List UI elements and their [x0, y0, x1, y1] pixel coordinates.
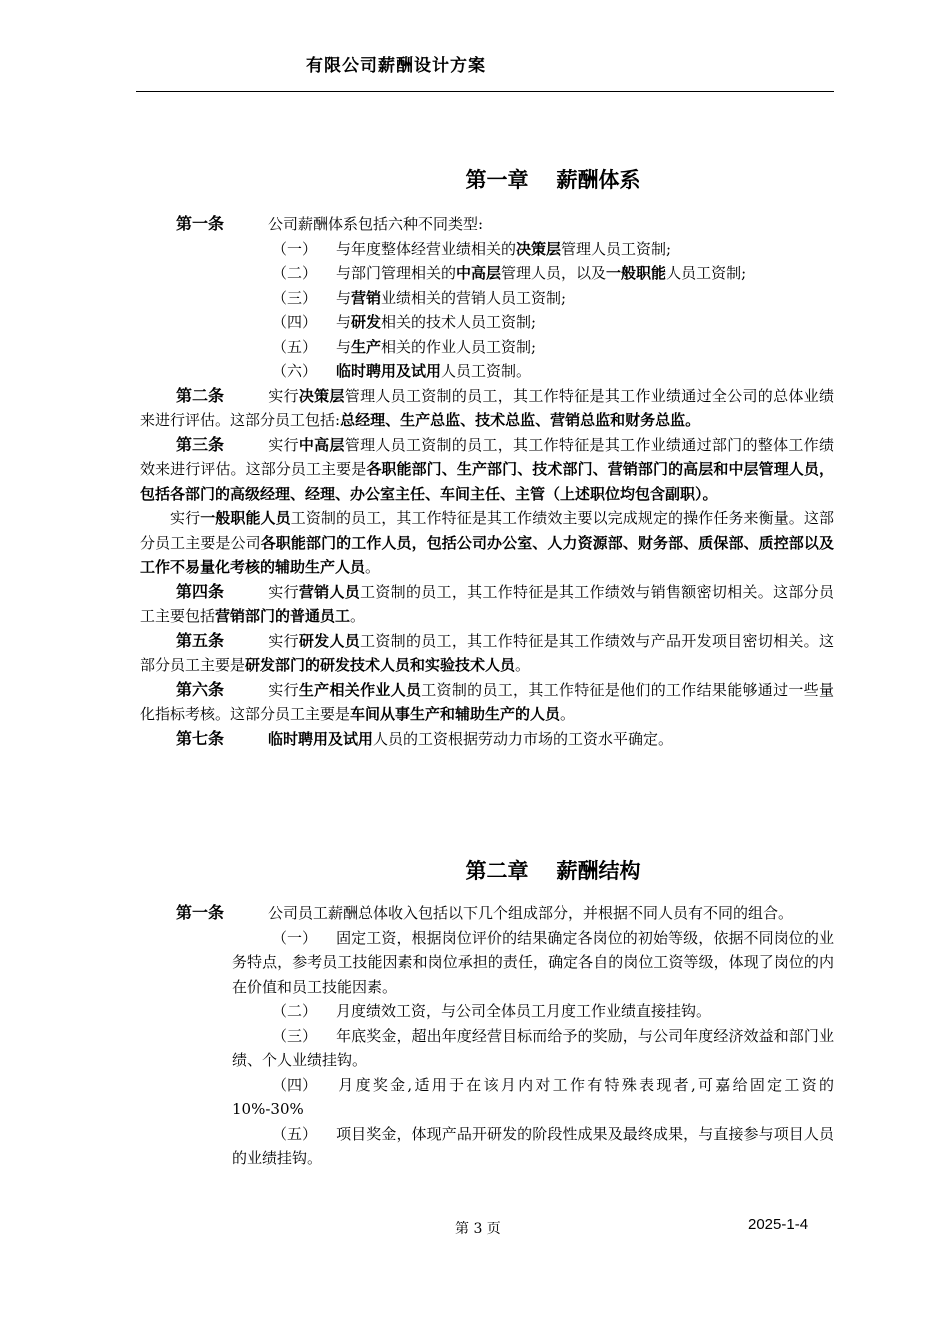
article-text: 人员的工资根据劳动力市场的工资水平确定。: [373, 729, 674, 748]
article-label: 第三条: [176, 434, 225, 454]
c1-item-3: [140, 286, 834, 311]
c1-article-5: [140, 629, 834, 678]
article-label: 第二条: [176, 385, 225, 405]
item-text: 人员工资制;: [666, 264, 747, 282]
article-text: 实行: [268, 680, 299, 699]
article-emphasis: 研发部门的研发技术人员和实验技术人员: [245, 656, 516, 674]
article-emphasis: 临时聘用及试用: [268, 729, 374, 748]
article-text: 管理人员工资制的员工，其工作特征是其工作业绩通过部门的整体工作绩效来进行评估。这部分员工主要是: [140, 435, 834, 478]
document-header-title: 有限公司薪酬设计方案: [306, 56, 486, 76]
article-text: 工资制的员工，其工作特征是其工作绩效与销售额密切相关。这部分员工主要包括: [140, 582, 834, 625]
c1-article-6: [140, 678, 834, 727]
chapter-2-number: 第二章: [465, 859, 529, 883]
item-emphasis: 一般职能: [606, 264, 667, 282]
c1-article-1: [140, 212, 834, 237]
article-text: 实行: [268, 582, 299, 601]
article-emphasis: 营销部门的普通员工: [215, 607, 351, 625]
c2-item-2: [140, 999, 834, 1024]
article-label: 第六条: [176, 679, 225, 699]
chapter-1-body: [140, 212, 834, 751]
paragraph-text: 工资制的员工，其工作特征是其工作绩效主要以完成规定的操作任务来衡量。这部分员工主要是公司: [140, 509, 834, 552]
item-text: 固定工资，根据岗位评价的结果确定各岗位的初始等级，依据不同岗位的业务特点，参考员工技能因素和岗位承担的责任，确定各自的岗位工资等级，体现了岗位的内在价值和员工技能因素。: [232, 928, 834, 996]
item-number: （三）: [272, 288, 318, 307]
item-number: （一）: [272, 239, 318, 258]
c2-article-1: [140, 901, 834, 926]
article-label: 第七条: [176, 728, 225, 748]
c1-item-6: [140, 359, 834, 384]
c1-article-2: [140, 384, 834, 433]
article-emphasis: 中高层: [298, 435, 345, 454]
chapter-2-body: [140, 901, 834, 1171]
article-text: 工资制的员工，其工作特征是他们的工作结果能够通过一些量化指标考核。这部分员工主要是: [140, 680, 834, 723]
item-text: 相关的技术人员工资制;: [381, 313, 537, 331]
item-text: 管理人员，以及: [501, 264, 607, 282]
article-emphasis: 研发人员: [298, 631, 361, 650]
c1-item-1: [140, 237, 834, 262]
c1-article-4: [140, 580, 834, 629]
item-emphasis: 中高层: [456, 264, 502, 282]
item-text: 与: [336, 288, 352, 307]
item-text: 与年度整体经营业绩相关的: [336, 239, 517, 258]
item-number: （四）: [272, 313, 318, 331]
c1-general-staff-paragraph: [140, 506, 834, 580]
article-emphasis: 各职能部门、生产部门、技术部门、营销部门的高层和中层管理人员，包括各部门的高级经理、经理、办公室主任、车间主任、主管（上述职位均包含副职）。: [140, 460, 834, 503]
item-text: 项目奖金，体现产品开研发的阶段性成果及最终成果，与直接参与项目人员的业绩挂钩。: [232, 1124, 834, 1167]
chapter-1-heading: [0, 164, 950, 194]
item-emphasis: 生产: [351, 337, 382, 356]
chapter-1-number: 第一章: [465, 168, 529, 192]
item-number: （四）: [272, 1075, 318, 1094]
c1-item-4: [140, 310, 834, 335]
article-label: 第五条: [176, 630, 225, 650]
article-label: 第一条: [176, 214, 225, 233]
item-emphasis: 营销: [351, 288, 382, 307]
c1-article-7: [140, 727, 834, 752]
c2-item-4: [140, 1073, 834, 1122]
chapter-2-title: 薪酬结构: [556, 859, 641, 883]
article-text: 工资制的员工，其工作特征是其工作绩效与产品开发项目密切相关。这部分员工主要是: [140, 631, 834, 674]
c1-article-3: [140, 433, 834, 507]
article-text: 公司薪酬体系包括六种不同类型:: [268, 215, 484, 233]
item-text: 与: [336, 313, 352, 331]
item-text: 月度奖金,适用于在该月内对工作有特殊表现者,可嘉给固定工资的10%-30%: [232, 1075, 834, 1118]
item-text: 年底奖金，超出年度经营目标而给予的奖励，与公司年度经济效益和部门业绩、个人业绩挂钩。: [232, 1026, 834, 1069]
item-number: （五）: [272, 1124, 318, 1143]
item-number: （五）: [272, 337, 318, 356]
article-text: 实行: [268, 631, 299, 650]
c1-item-2: [140, 261, 834, 286]
c1-item-5: [140, 335, 834, 360]
paragraph-text: 。: [365, 558, 381, 576]
chapter-2-heading: [0, 855, 950, 885]
page-number: 第 3 页: [455, 1221, 501, 1237]
article-text: 实行: [268, 435, 299, 454]
article-text: 。: [515, 656, 531, 674]
c2-item-1: [140, 926, 834, 1000]
item-number: （二）: [272, 1002, 318, 1020]
item-number: （三）: [272, 1026, 318, 1045]
article-emphasis: 生产相关作业人员: [298, 680, 422, 699]
item-text: 月度绩效工资，与公司全体员工月度工作业绩直接挂钩。: [336, 1002, 712, 1020]
article-text: 。: [350, 607, 366, 625]
item-emphasis: 临时聘用及试用: [336, 362, 442, 380]
item-number: （二）: [272, 264, 318, 282]
article-text: 公司员工薪酬总体收入包括以下几个组成部分，并根据不同人员有不同的组合。: [268, 904, 794, 922]
c2-item-5: [140, 1122, 834, 1171]
paragraph-emphasis: 一般职能人员: [200, 509, 291, 527]
item-number: （六）: [272, 362, 318, 380]
article-emphasis: 车间从事生产和辅助生产的人员: [350, 705, 561, 723]
item-number: （一）: [272, 928, 318, 947]
article-text: 。: [560, 705, 576, 723]
chapter-1-title: 薪酬体系: [556, 168, 641, 192]
c2-item-3: [140, 1024, 834, 1073]
item-text: 与部门管理相关的: [336, 264, 457, 282]
article-label: 第四条: [176, 581, 225, 601]
item-text: 相关的作业人员工资制;: [381, 337, 537, 356]
item-text: 与: [336, 337, 352, 356]
article-emphasis: 决策层: [298, 386, 345, 405]
article-emphasis: 营销人员: [298, 582, 361, 601]
item-emphasis: 研发: [351, 313, 382, 331]
paragraph-emphasis: 各职能部门的工作人员，包括公司办公室、人力资源部、财务部、质保部、质控部以及工作不易量化考核的辅助生产人员: [140, 533, 834, 576]
footer-date: 2025-1-4: [748, 1216, 809, 1233]
article-label: 第一条: [176, 903, 225, 922]
article-text: 实行: [268, 386, 299, 405]
paragraph-text: 实行: [170, 509, 201, 527]
article-text: 管理人员工资制的员工，其工作特征是其工作业绩通过全公司的总体业绩来进行评估。这部分员工包括:: [140, 386, 834, 429]
item-text: 人员工资制。: [441, 362, 532, 380]
header-divider: [136, 91, 834, 92]
article-emphasis: 总经理、生产总监、技术总监、营销总监和财务总监。: [340, 411, 701, 429]
item-text: 业绩相关的营销人员工资制;: [381, 288, 567, 307]
item-emphasis: 决策层: [516, 239, 562, 258]
item-text: 管理人员工资制;: [561, 239, 672, 258]
